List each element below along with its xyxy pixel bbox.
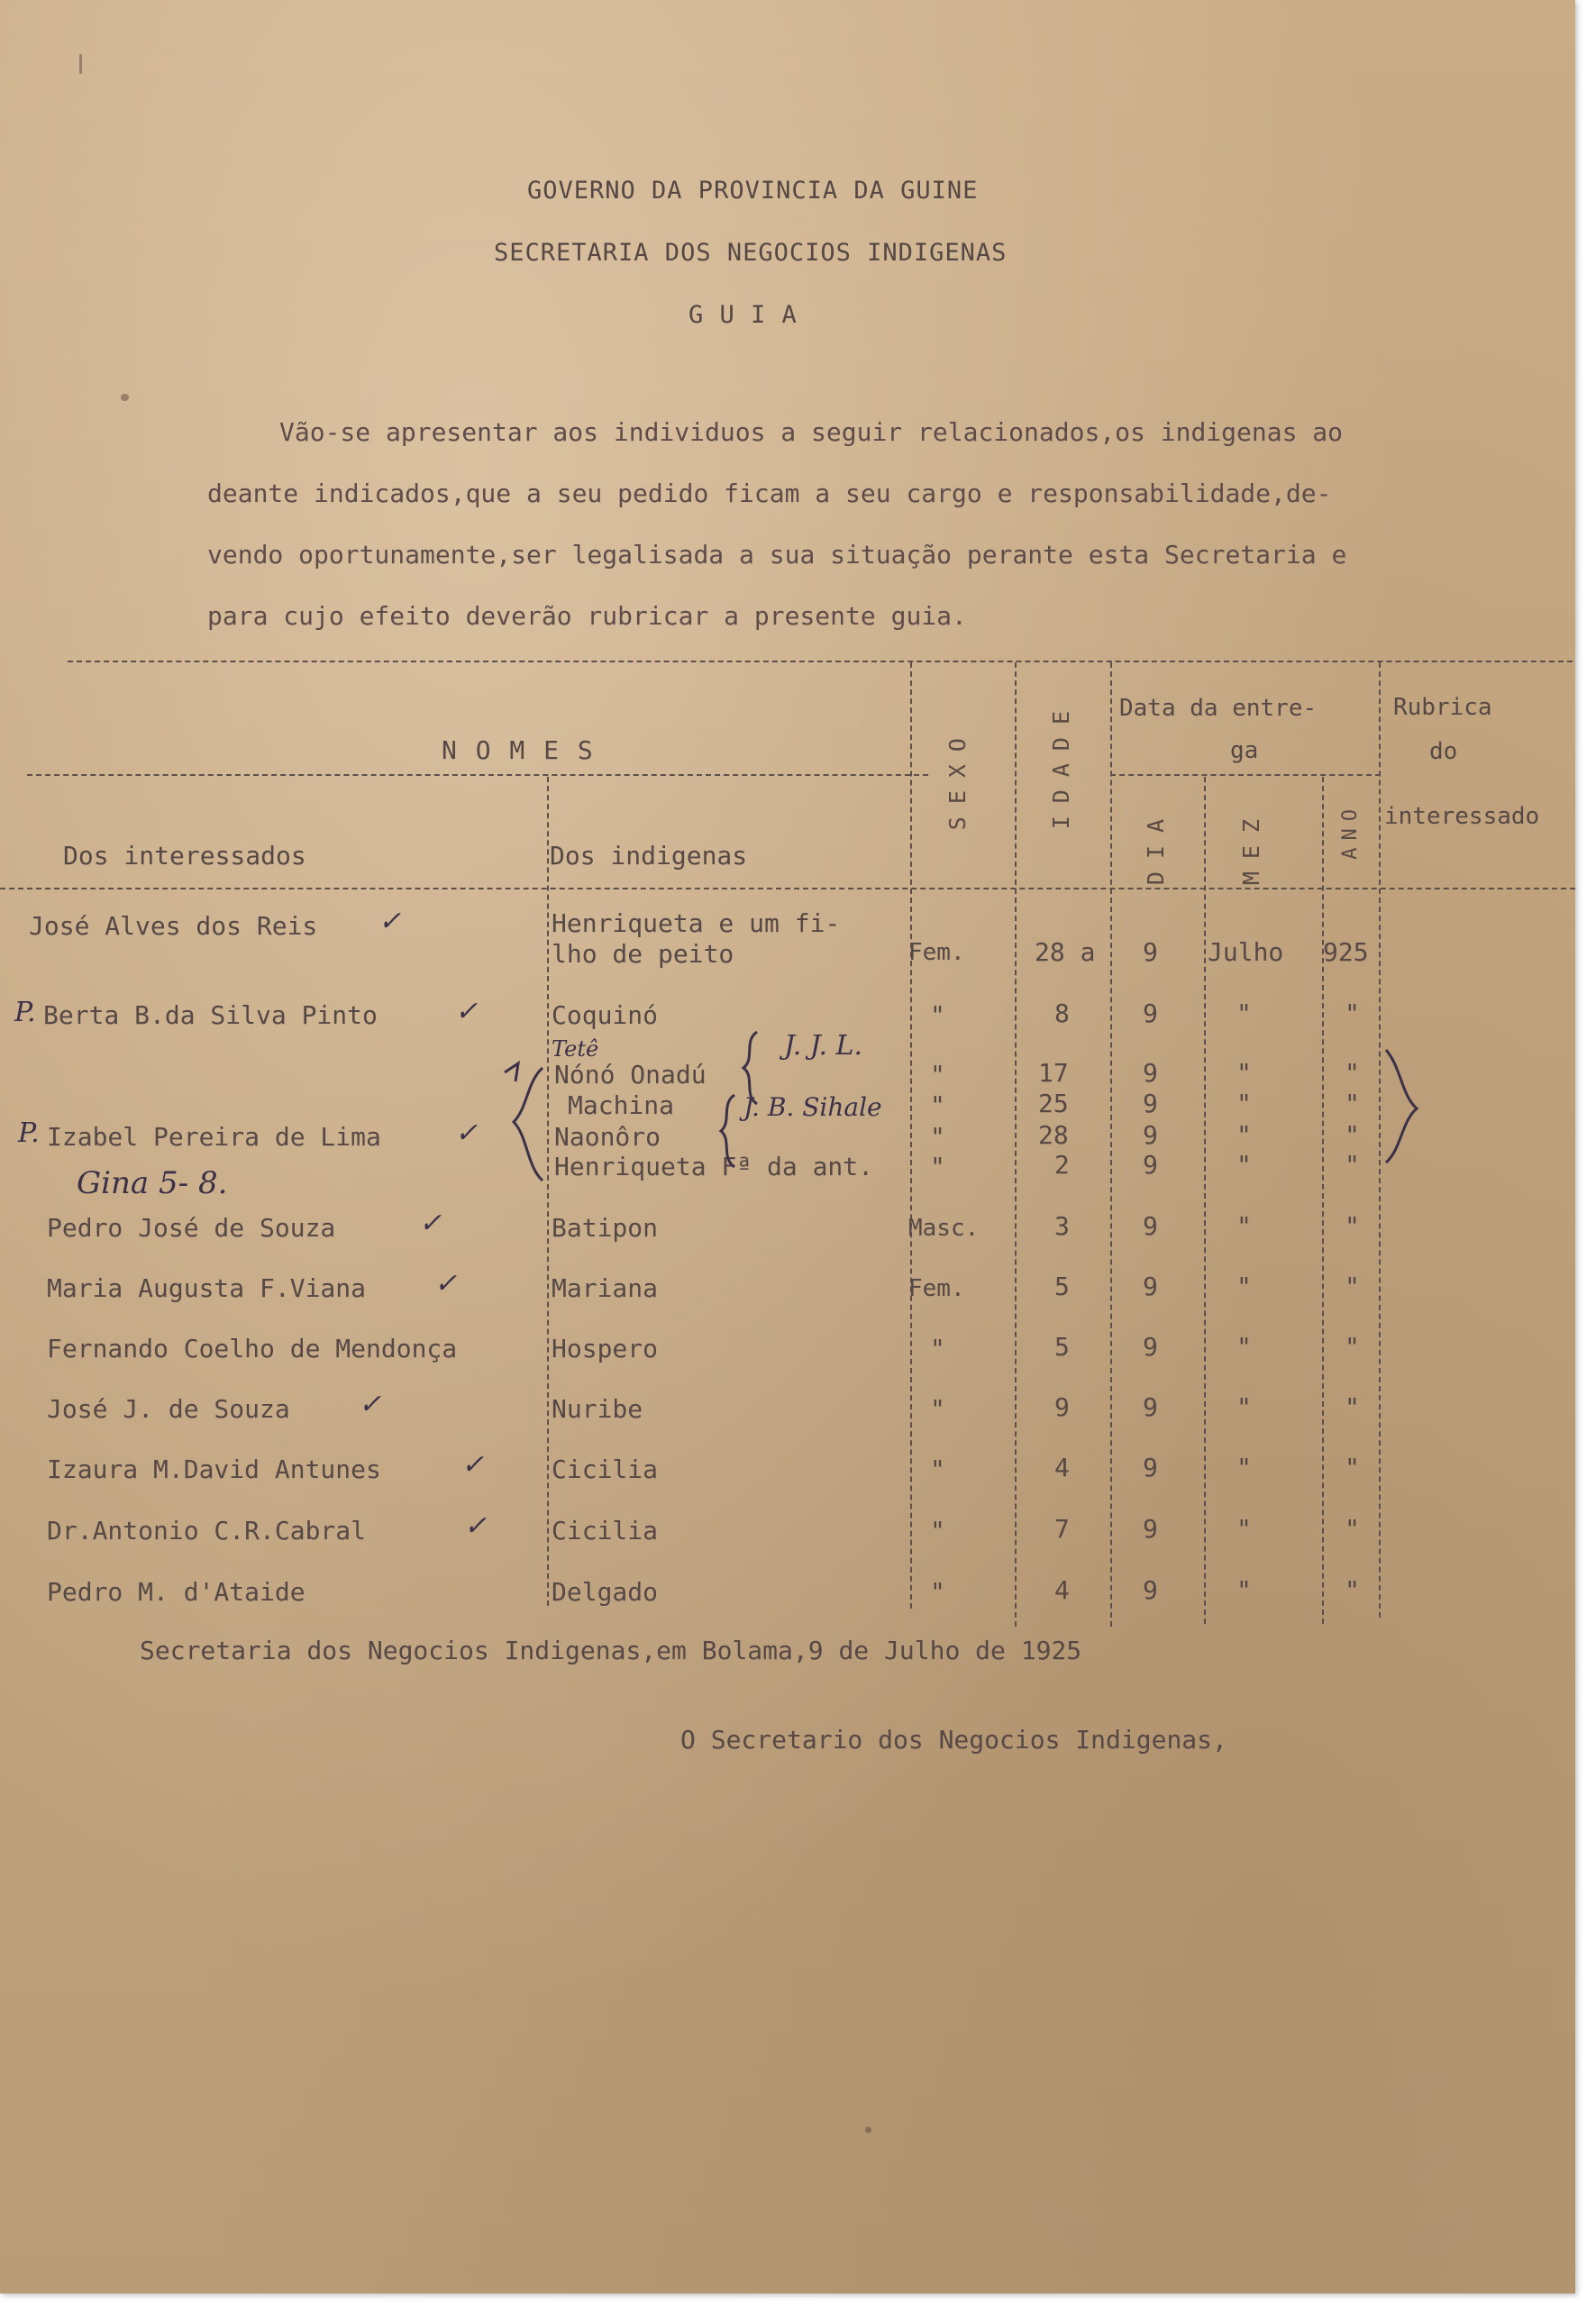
- row-dia: 9: [1143, 1392, 1158, 1422]
- row-indigena: Coquinó: [552, 1000, 659, 1030]
- row-interessado: Fernando Coelho de Mendonça: [47, 1334, 458, 1363]
- checkmark-icon: ✓: [461, 1449, 485, 1481]
- row-dia: 9: [1143, 1332, 1158, 1362]
- row-interessado: Izaura M.David Antunes: [47, 1454, 381, 1484]
- row-interessado: José Alves dos Reis: [29, 911, 318, 941]
- row-mez: ": [1236, 1058, 1252, 1088]
- row-indigena: Cicilia: [552, 1516, 659, 1546]
- row-mez: ": [1236, 1392, 1252, 1422]
- row-ano: ": [1345, 1332, 1360, 1362]
- row-indigena: Delgado: [552, 1577, 659, 1607]
- handwritten-signature: J. J. L.: [784, 1030, 862, 1062]
- row-indigena: Henriqueta e um fi-: [552, 908, 841, 938]
- row-interessado: Berta B.da Silva Pinto: [43, 1000, 378, 1030]
- row-mez: ": [1236, 1272, 1252, 1301]
- brace-icon: [721, 1095, 734, 1167]
- row-idade: 7: [1054, 1514, 1070, 1544]
- footer-place-date: Secretaria dos Negocios Indigenas,em Bolama,9 de Julho de 1925: [140, 1636, 1082, 1665]
- row-ano: ": [1345, 1514, 1360, 1544]
- row-mez: ": [1236, 1575, 1252, 1605]
- row-interessado: Dr.Antonio C.R.Cabral: [47, 1516, 367, 1546]
- row-mez: ": [1236, 998, 1252, 1028]
- row-indigena: Mariana: [552, 1273, 659, 1303]
- row-sexo: Fem.: [908, 939, 965, 966]
- row-dia: 9: [1143, 1150, 1158, 1180]
- row-indigena: Henriqueta Fª da ant.: [554, 1152, 874, 1181]
- handwritten-margin-note: P.: [14, 997, 36, 1028]
- row-sexo: ": [930, 1577, 945, 1607]
- header-interessados: Dos interessados: [63, 841, 306, 871]
- row-interessado: Pedro M. d'Ataide: [47, 1577, 306, 1607]
- row-mez: ": [1236, 1150, 1252, 1180]
- paragraph-line-4: para cujo efeito deverão rubricar a presente guia.: [207, 601, 967, 631]
- handwritten-note: Tetê: [552, 1036, 599, 1062]
- row-indigena: Naonôro: [554, 1122, 661, 1152]
- row-dia: 9: [1143, 1575, 1158, 1605]
- row-sexo: ": [930, 1090, 945, 1120]
- header-data-entrega-2: ga: [1230, 737, 1259, 764]
- checkmark-icon: ✓: [419, 1208, 442, 1239]
- row-ano: ": [1345, 1150, 1360, 1180]
- row-ano: 925: [1323, 937, 1369, 967]
- row-sexo: ": [930, 1334, 945, 1363]
- header-guia: G U I A: [689, 301, 798, 329]
- right-brace-icon: [1386, 1050, 1417, 1163]
- row-sexo: ": [930, 1454, 945, 1484]
- header-rubrica: Rubrica: [1393, 694, 1492, 721]
- checkmark-icon: ✓: [455, 996, 479, 1027]
- row-mez: ": [1236, 1453, 1252, 1482]
- row-mez: ": [1236, 1514, 1252, 1544]
- handwritten-note: Gina 5- 8.: [77, 1165, 228, 1201]
- row-ano: ": [1345, 1058, 1360, 1088]
- row-ano: ": [1345, 1120, 1360, 1150]
- row-dia: 9: [1143, 998, 1158, 1028]
- handwritten-signature: J. B. Sihale: [743, 1092, 882, 1122]
- checkmark-icon: ✓: [455, 1117, 479, 1149]
- row-indigena: Batipon: [552, 1213, 659, 1243]
- header-rubrica-interessado: interessado: [1384, 803, 1540, 830]
- row-dia: 9: [1143, 1272, 1158, 1301]
- header-rubrica-do: do: [1429, 738, 1458, 765]
- row-sexo: ": [930, 1152, 945, 1181]
- row-mez: ": [1236, 1089, 1252, 1118]
- paragraph-line-2: deante indicados,que a seu pedido ficam a seu cargo e responsabilidade,de-: [207, 479, 1332, 508]
- row-ano: ": [1345, 1272, 1360, 1301]
- handwritten-margin-note: P.: [18, 1117, 40, 1149]
- row-mez: Julho: [1208, 937, 1284, 967]
- header-data-entrega: Data da entre-: [1119, 695, 1318, 722]
- row-ano: ": [1345, 998, 1360, 1028]
- row-idade: 2: [1054, 1150, 1070, 1180]
- checkmark-icon: ✓: [378, 906, 402, 937]
- header-mez: MEZ: [1238, 807, 1264, 886]
- row-sexo: ": [930, 1060, 945, 1090]
- header-dia: DIA: [1143, 807, 1169, 886]
- row-idade: 28: [1038, 1120, 1069, 1150]
- checkmark-icon: ✓: [464, 1510, 488, 1542]
- row-ano: ": [1345, 1089, 1360, 1118]
- row-mez: ": [1236, 1120, 1252, 1150]
- header-government: GOVERNO DA PROVINCIA DA GUINE: [527, 177, 979, 205]
- row-interessado: Pedro José de Souza: [47, 1213, 336, 1243]
- row-idade: 9: [1054, 1392, 1070, 1422]
- paragraph-line-3: vendo oportunamente,ser legalisada a sua situação perante esta Secretaria e: [207, 540, 1347, 570]
- row-mez: ": [1236, 1211, 1252, 1241]
- header-sexo: SEXO: [944, 725, 971, 831]
- row-interessado: José J. de Souza: [47, 1394, 290, 1424]
- paragraph-line-1: Vão-se apresentar aos individuos a seguir relacionados,os indigenas ao: [279, 417, 1344, 447]
- row-idade: 5: [1054, 1332, 1070, 1362]
- row-dia: 9: [1143, 1120, 1158, 1150]
- row-mez: ": [1236, 1332, 1252, 1362]
- row-sexo: Fem.: [908, 1275, 965, 1302]
- row-sexo: ": [930, 1122, 945, 1152]
- row-indigena: Machina: [568, 1090, 675, 1120]
- checkmark-icon: ✓: [434, 1268, 458, 1299]
- row-indigena: Hospero: [552, 1334, 659, 1363]
- row-dia: 9: [1143, 1453, 1158, 1482]
- brace-icon: [743, 1032, 757, 1104]
- row-interessado: Izabel Pereira de Lima: [47, 1122, 381, 1152]
- row-dia: 9: [1143, 1089, 1158, 1118]
- row-ano: ": [1345, 1392, 1360, 1422]
- row-idade: 4: [1054, 1575, 1070, 1605]
- row-idade: 17: [1038, 1058, 1069, 1088]
- row-indigena: Nónó Onadú: [554, 1060, 707, 1090]
- row-indigena-cont: lho de peito: [552, 939, 734, 969]
- footer-signature-line: O Secretario dos Negocios Indigenas,: [680, 1725, 1227, 1755]
- row-sexo: ": [930, 1394, 945, 1424]
- row-dia: 9: [1143, 1058, 1158, 1088]
- row-indigena: Nuribe: [552, 1394, 643, 1424]
- header-nomes: N O M E S: [442, 735, 595, 765]
- row-ano: ": [1345, 1453, 1360, 1482]
- header-ano: ANO: [1339, 802, 1362, 860]
- row-sexo: ": [930, 1516, 945, 1546]
- row-sexo: Masc.: [908, 1215, 980, 1242]
- row-idade: 4: [1054, 1453, 1070, 1482]
- row-idade: 5: [1054, 1272, 1070, 1301]
- header-indigenas: Dos indigenas: [550, 841, 748, 871]
- row-idade: 25: [1038, 1089, 1069, 1118]
- pen-mark-icon: [505, 1063, 518, 1081]
- checkmark-icon: ✓: [359, 1389, 382, 1420]
- row-dia: 9: [1143, 1514, 1158, 1544]
- row-dia: 9: [1143, 1211, 1158, 1241]
- row-dia: 9: [1143, 937, 1158, 967]
- row-sexo: ": [930, 1000, 945, 1030]
- row-idade: 3: [1054, 1211, 1070, 1241]
- row-ano: ": [1345, 1575, 1360, 1605]
- row-interessado: Maria Augusta F.Viana: [47, 1273, 367, 1303]
- header-secretariat: SECRETARIA DOS NEGOCIOS INDIGENAS: [494, 239, 1008, 267]
- row-idade: 28 a: [1035, 937, 1096, 967]
- row-ano: ": [1345, 1211, 1360, 1241]
- left-brace-icon: [514, 1068, 543, 1181]
- row-indigena: Cicilia: [552, 1454, 659, 1484]
- row-idade: 8: [1054, 998, 1070, 1028]
- header-idade: IDADE: [1048, 698, 1074, 830]
